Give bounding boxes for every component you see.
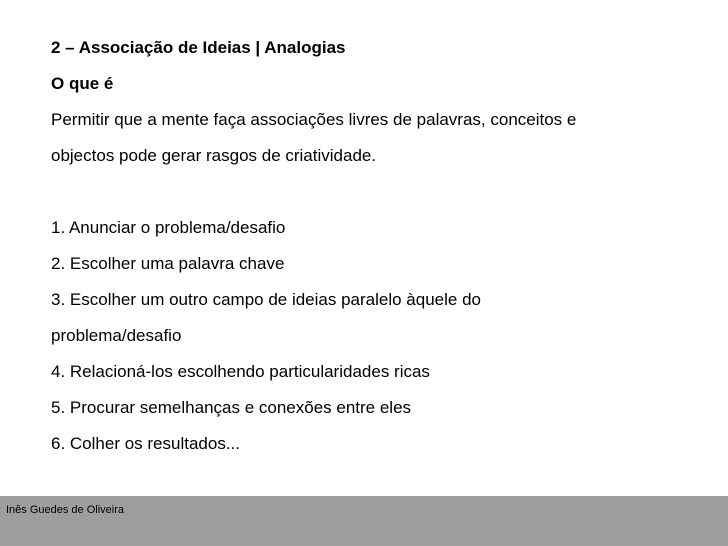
step-line: 4. Relacioná-los escolhendo particularidades ricas xyxy=(51,362,430,381)
step-line: 1. Anunciar o problema/desafio xyxy=(51,218,286,237)
slide-subtitle: O que é xyxy=(51,74,114,93)
description-line: objectos pode gerar rasgos de criatividade. xyxy=(51,146,377,165)
slide-content xyxy=(51,30,691,462)
step-line: 6. Colher os resultados... xyxy=(51,434,240,453)
step-line: 2. Escolher uma palavra chave xyxy=(51,254,285,273)
description-line: Permitir que a mente faça associações livres de palavras, conceitos e xyxy=(51,110,577,129)
spacer xyxy=(51,174,691,210)
step-line: problema/desafio xyxy=(51,326,182,345)
step-line: 3. Escolher um outro campo de ideias paralelo àquele do xyxy=(51,290,481,309)
slide-title: 2 – Associação de Ideias | Analogias xyxy=(51,38,346,57)
footer-bar xyxy=(0,496,728,546)
footer-author: Inês Guedes de Oliveira xyxy=(6,504,125,516)
step-line: 5. Procurar semelhanças e conexões entre eles xyxy=(51,398,412,417)
